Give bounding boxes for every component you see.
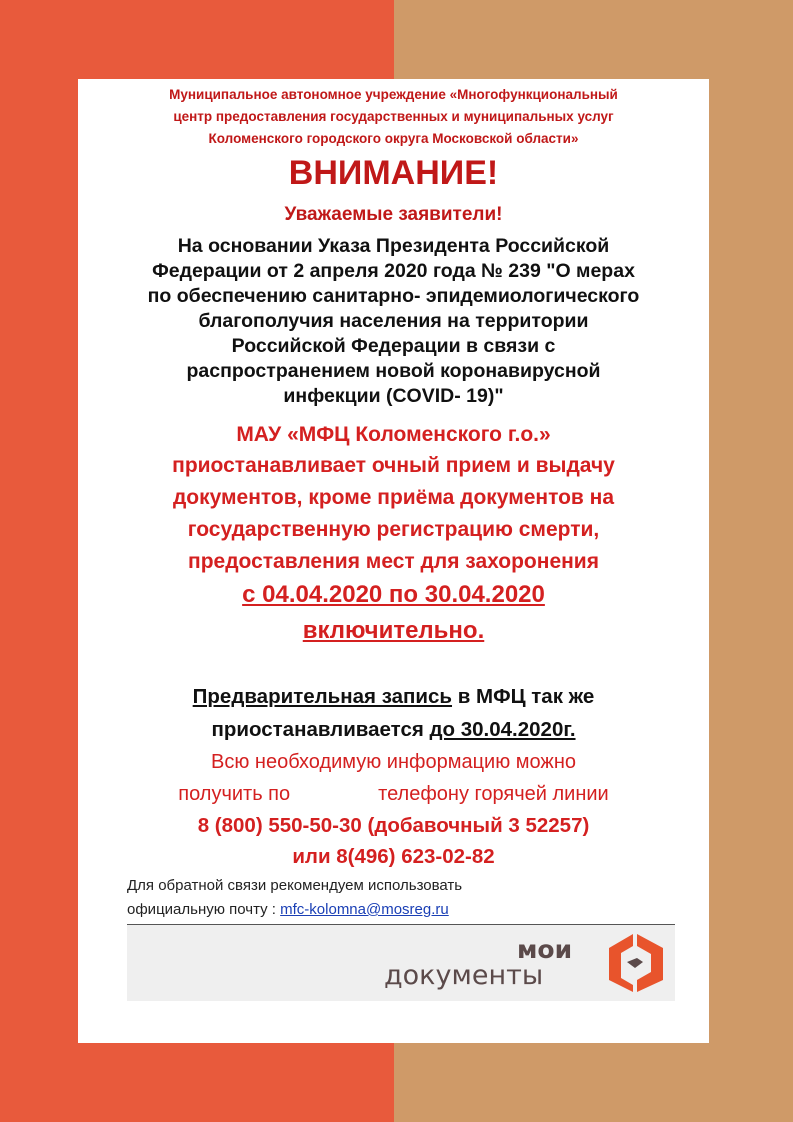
org-line-3: Коломенского городского округа Московской области»: [208, 131, 579, 146]
notice-line: приостанавливает очный прием и выдачу: [172, 454, 615, 477]
logo-strip: [127, 925, 675, 1001]
decree-line: Российской Федерации в связи с: [231, 335, 556, 357]
prelim-rest-1: в МФЦ так же: [452, 685, 595, 708]
prelim-text-2: приостанавливается: [211, 718, 430, 741]
prelim-line-2: [78, 720, 709, 741]
feedback-line-1: Для обратной связи рекомендуем использовать: [127, 877, 463, 894]
notice-line: предоставления мест для захоронения: [188, 550, 599, 573]
decree-line: На основании Указа Президента Российской: [177, 235, 610, 257]
dates-inclusive: включительно.: [302, 617, 485, 644]
decree-line: по обеспечению санитарно- эпидемиологического: [147, 285, 640, 307]
notice-line: документов, кроме приёма документов на: [172, 486, 615, 509]
logo-word-moi: мои: [517, 935, 573, 964]
notice-line: государственную регистрацию смерти,: [187, 518, 600, 541]
info-line-2: [78, 784, 709, 804]
prelim-underlined-1: Предварительная запись: [192, 685, 453, 708]
decree-line: благополучия населения на территории: [198, 310, 589, 332]
email-link[interactable]: mfc-kolomna@mosreg.ru: [280, 901, 449, 918]
greeting: Уважаемые заявители!: [284, 204, 503, 225]
notice-sheet: [78, 79, 709, 1043]
logo-word-dokumenty: документы: [384, 960, 544, 991]
org-line-2: центр предоставления государственных и муниципальных услуг: [173, 109, 614, 124]
attention-heading: ВНИМАНИЕ!: [288, 154, 499, 192]
decree-line: инфекции (COVID- 19)": [283, 385, 504, 407]
org-line-1: Муниципальное автономное учреждение «Многофункциональный: [169, 87, 618, 102]
info-part-2: телефону горячей линии: [378, 783, 609, 805]
prelim-underlined-2: до 30.04.2020г.: [429, 718, 576, 741]
hotline-phone: 8 (800) 550-50-30 (добавочный 3 52257): [197, 814, 590, 837]
decree-line: распространением новой коронавирусной: [186, 360, 601, 382]
my-documents-logo-icon: [607, 928, 665, 994]
dates-period: с 04.04.2020 по 30.04.2020: [242, 581, 545, 608]
feedback-prefix: официальную почту :: [127, 901, 281, 918]
notice-line: МАУ «МФЦ Коломенского г.о.»: [236, 423, 551, 446]
decree-line: Федерации от 2 апреля 2020 года № 239 "О мерах: [152, 260, 635, 282]
prelim-line-1: [78, 687, 709, 708]
info-part-1: получить по: [178, 783, 291, 805]
alt-phone: или 8(496) 623-02-82: [292, 845, 495, 868]
feedback-line-2: [127, 902, 449, 917]
info-line-1: Всю необходимую информацию можно: [211, 751, 576, 773]
